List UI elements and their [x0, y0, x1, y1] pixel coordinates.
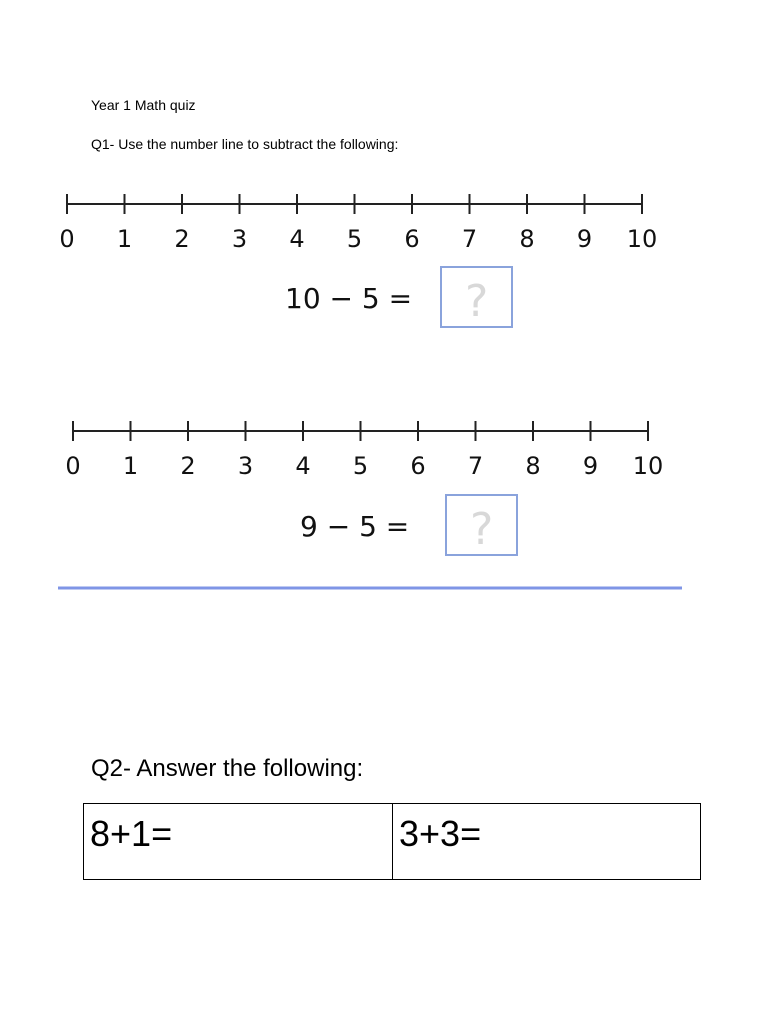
problem-1-question-mark: ? [465, 276, 489, 327]
problem-2-expression: 9 − 5 = [300, 510, 410, 543]
number-line-1-label: 4 [289, 225, 305, 253]
number-line-2-label: 1 [122, 452, 139, 480]
number-line-2-label: 3 [237, 452, 254, 480]
problem-2-question-mark: ? [470, 504, 494, 555]
problem-1-expression: 10 − 5 = [285, 282, 413, 315]
number-line-2-label: 10 [632, 452, 664, 480]
number-line-1-label: 1 [116, 225, 133, 253]
number-line-1-label: 9 [576, 225, 593, 253]
number-line-1-label: 8 [519, 225, 535, 253]
q2-cell-1[interactable]: 8+1= [84, 804, 393, 880]
number-line-2-label: 5 [352, 452, 369, 480]
number-line-2-label: 8 [525, 452, 541, 480]
number-line-2 [65, 421, 663, 480]
number-line-1-label: 6 [404, 225, 420, 253]
number-line-2-label: 4 [295, 452, 311, 480]
table-row [84, 804, 701, 880]
number-line-2-label: 0 [65, 452, 81, 480]
document-title: Year 1 Math quiz [91, 97, 196, 113]
q2-heading: Q2- Answer the following: [91, 755, 364, 782]
number-line-1-label: 5 [346, 225, 363, 253]
number-line-2-label: 6 [410, 452, 426, 480]
number-line-2-label: 2 [180, 452, 196, 480]
number-line-1 [59, 194, 657, 253]
q1-heading: Q1- Use the number line to subtract the following: [91, 136, 399, 152]
number-line-1-label: 3 [231, 225, 248, 253]
q2-cell-2[interactable]: 3+3= [393, 804, 701, 880]
number-line-1-label: 0 [59, 225, 75, 253]
number-line-1-label: 10 [626, 225, 658, 253]
q2-answer-table [83, 803, 701, 880]
number-line-figure [40, 178, 720, 598]
number-line-1-label: 7 [461, 225, 478, 253]
number-line-1-label: 2 [174, 225, 190, 253]
number-line-2-label: 7 [467, 452, 484, 480]
number-line-2-label: 9 [582, 452, 599, 480]
